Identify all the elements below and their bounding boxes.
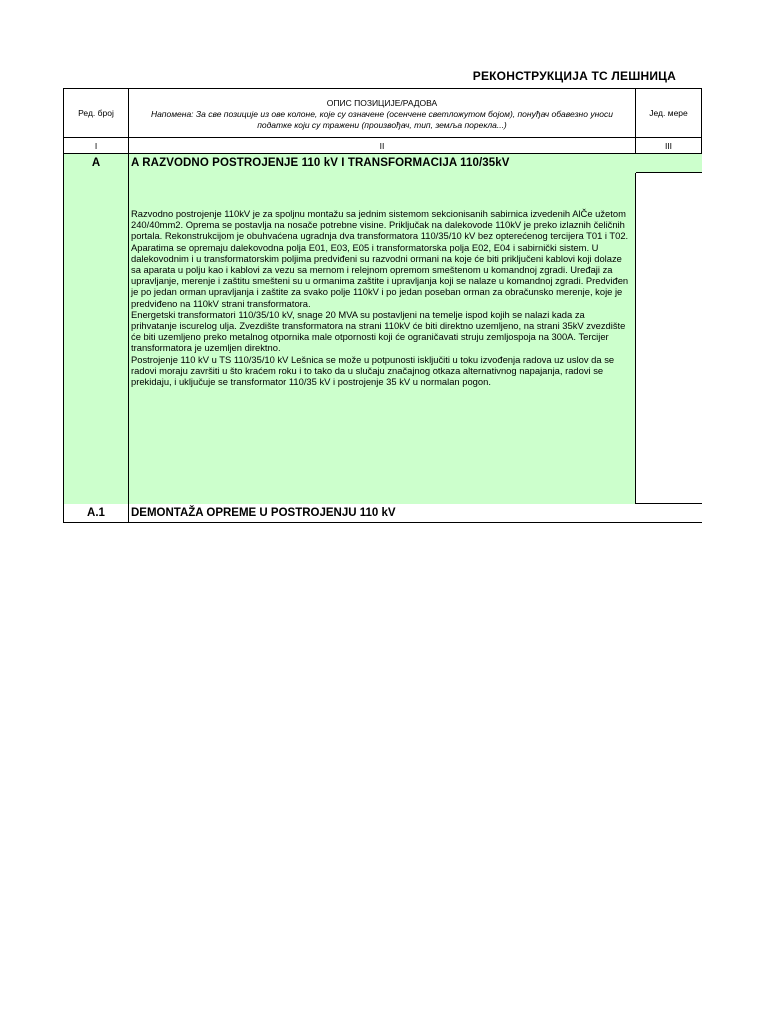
section-a-paragraph-1: Razvodno postrojenje 110kV je za spoljnu montažu sa jednim sistemom sekcionisanih sabirnica izvedenih AlČe užetom 240/40mm2. Oprema se postavlja na nosače potrebne visine. Priključak na dalekovode 110kV je preko izlaznih čeličnih portala. Rekonstrukcijom je obuhvaćena ugradnja dva transformatora 110/35/10 kV bez opterećenog tercijera T01 i T02. Aparatima se opremaju dalekovodna polja E01, E03, E05 i transformatorska polja E02, E04 i sabirnički sistem. U dalekovodnim i u transformatorskim poljima predviđeni su razvodni ormani na koje će biti priključeni kablovi koji dolaze sa aparata u polju kao i kablovi za vezu sa mernom i relejnom opremom smeštenom u komandnoj zgradi. Uređaji za upravljanje, merenje i zaštitu smešteni su u ormanima zaštite i upravljanja koji se nalaze u komandnoj zgradi. Predviđen je po jedan orman upravljanja i zaštite za svako polje 110kV i po jedan poseban orman za obračunsko merenje, koje je predviđeno na 110kV strani transformatora. [131,208,629,309]
section-a1-number: A.1 [64,504,129,523]
column-index-3: III [636,138,702,154]
section-a-row [64,154,702,173]
section-a-description-number-cell [64,173,129,504]
specification-table [63,88,702,523]
column-index-row [64,138,702,154]
header-item-number: Ред. број [64,89,129,138]
section-a-paragraph-2: Energetski transformatori 110/35/10 kV, snage 20 MVA su postavljeni na temelje ispod kojih se nalazi kada za prihvatanje iscurelog ulja. Zvezdište transformatora na strani 110kV će biti direktno uzemljeno, na strani 35kV zvezdište će biti uzemljeno preko metalnog otpornika male otpornosti koji će ograničavati struju zemljospoja na 300A. Tercijer transformatora je uzemljen direktno. [131,308,626,354]
header-description [129,89,636,138]
section-a1-title: DEMONTAŽA OPREME U POSTROJENJU 110 kV [129,504,636,523]
section-a1-row [64,504,702,523]
table-header-row [64,89,702,138]
section-a1-unit-cell [636,504,702,523]
column-index-2: II [129,138,636,154]
header-description-note: Напомена: За све позиције из ове колоне, које су означене (осенчене светложутом бојом), понуђач обавезно уноси податке који су тражени (произвођач, тип, земља порекла...) [151,108,613,130]
section-a-unit-cell [636,154,702,173]
section-a-description-unit-cell [636,173,702,504]
header-unit: Јед. мере [636,89,702,138]
section-a-number: A [64,154,129,173]
section-a-title: A RAZVODNO POSTROJENJE 110 kV I TRANSFORMACIJA 110/35kV [129,154,636,173]
section-a-description-cell [129,173,636,504]
document-title: РЕКОНСТРУКЦИЈА ТС ЛЕШНИЦА [472,69,676,83]
header-description-title: ОПИС ПОЗИЦИЈЕ/РАДОВА [326,97,438,108]
section-a-paragraph-3: Postrojenje 110 kV u TS 110/35/10 kV Lešnica se može u potpunosti isključiti u toku izvođenja radova uz uslov da se radovi moraju završiti u što kraćem roku i to tako da u slučaju značajnog otkaza alternativnog napajanja, radovi se prekidaju, i uključuje se transformator 110/35 kV i postrojenje 35 kV u normalan pogon. [131,353,615,388]
section-a-description [129,173,635,387]
column-index-1: I [64,138,129,154]
section-a-description-row [64,173,702,504]
